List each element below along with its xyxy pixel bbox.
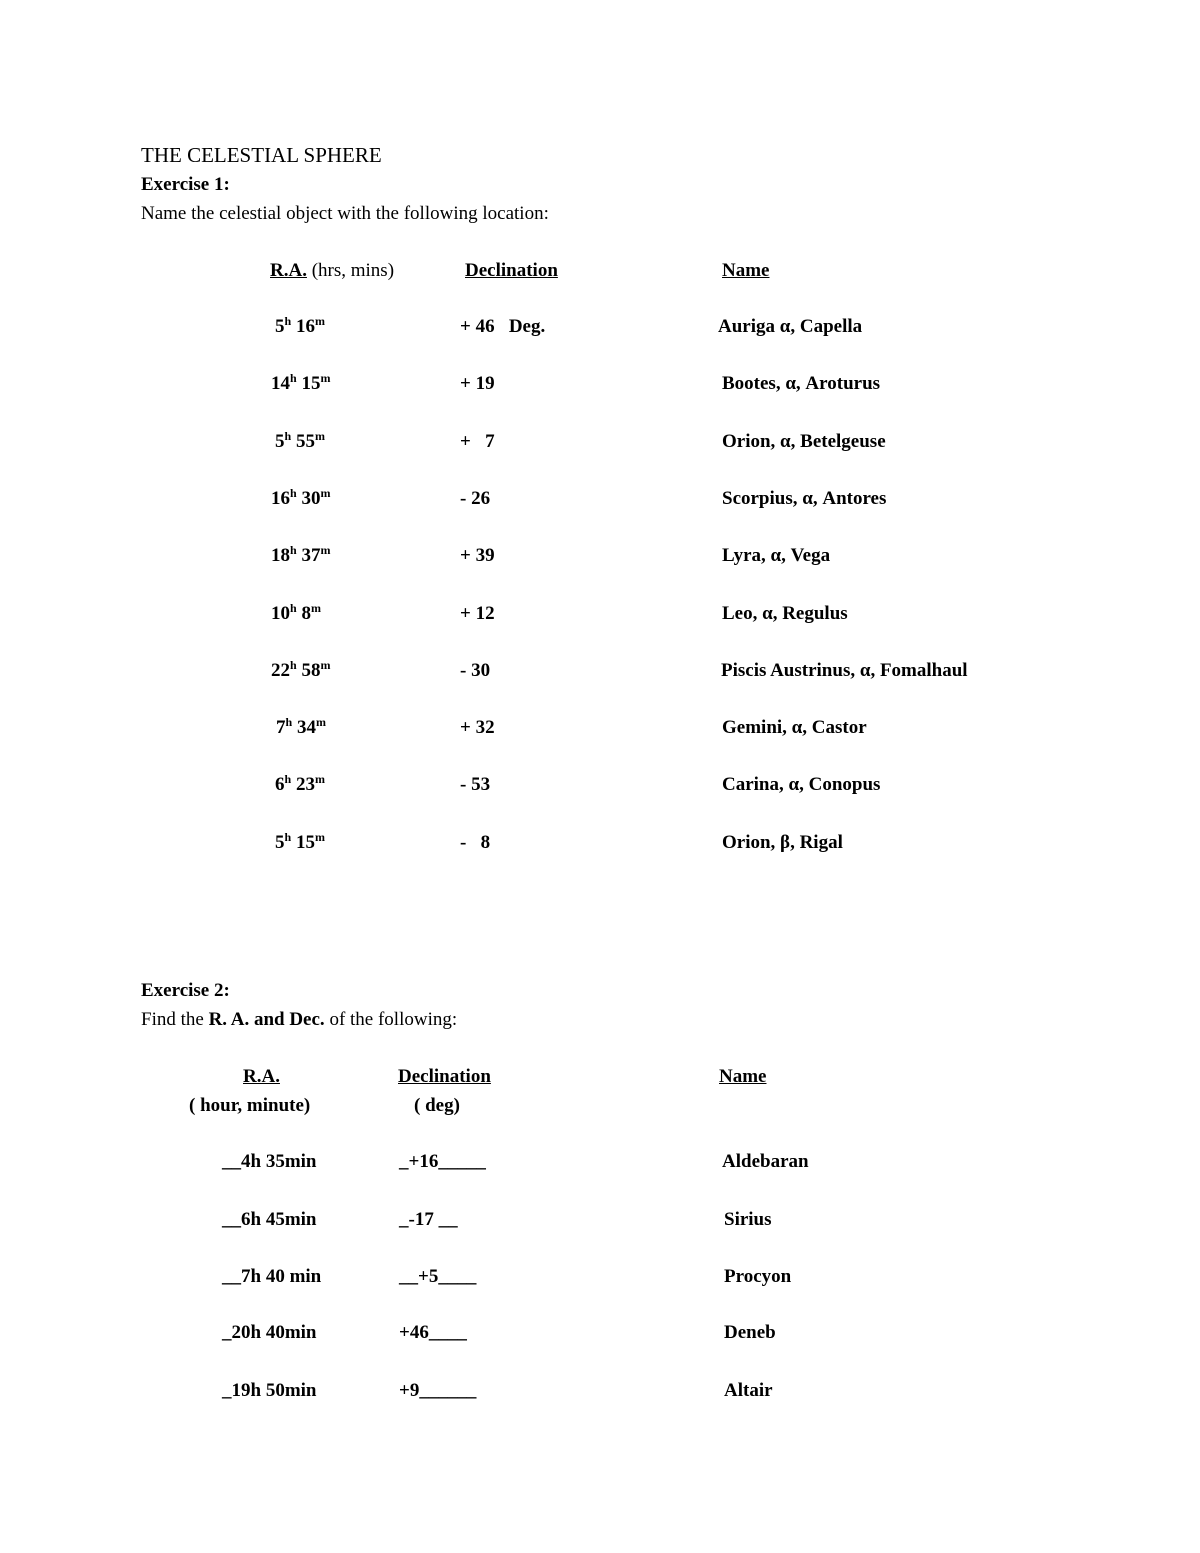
ra-cell bbox=[271, 373, 330, 395]
ra-hours: 5 bbox=[275, 431, 285, 452]
ra-hours: 5 bbox=[275, 832, 285, 853]
star-name-cell: Aldebaran bbox=[722, 1151, 809, 1172]
exercise2-ra-header: R.A. bbox=[243, 1066, 280, 1087]
object-name-cell: Piscis Austrinus, α, Fomalhaul bbox=[721, 660, 968, 681]
object-name-cell: Orion, α, Betelgeuse bbox=[722, 431, 886, 452]
exercise1-dec-header: Declination bbox=[465, 260, 558, 281]
object-name-cell: Leo, α, Regulus bbox=[722, 603, 848, 624]
ra-answer-cell: __6h 45min bbox=[222, 1209, 317, 1230]
object-name-cell: Lyra, α, Vega bbox=[722, 545, 831, 566]
ra-cell bbox=[271, 603, 321, 625]
minutes-superscript: m bbox=[310, 601, 321, 615]
ra-hours: 22 bbox=[271, 660, 290, 681]
declination-cell: - 53 bbox=[460, 774, 491, 795]
star-name-cell: Procyon bbox=[724, 1266, 792, 1287]
object-name-cell: Scorpius, α, Antores bbox=[722, 488, 887, 509]
ra-hours: 14 bbox=[271, 373, 290, 394]
minutes-superscript: m bbox=[320, 543, 331, 557]
exercise2-dec-units: ( deg) bbox=[414, 1095, 460, 1116]
ra-cell bbox=[275, 832, 325, 854]
ra-minutes: 34 bbox=[296, 717, 316, 738]
ra-cell bbox=[275, 316, 325, 338]
ra-header-label: R.A. bbox=[270, 260, 307, 281]
hours-superscript: h bbox=[290, 601, 297, 615]
hours-superscript: h bbox=[284, 772, 292, 786]
ra-hours: 5 bbox=[275, 316, 285, 337]
declination-cell: + 39 bbox=[460, 545, 495, 566]
object-name-cell: Carina, α, Conopus bbox=[722, 774, 881, 795]
dec-answer-cell: _-17 __ bbox=[399, 1209, 458, 1230]
minutes-superscript: m bbox=[320, 658, 331, 672]
declination-cell: + 46 Deg. bbox=[460, 316, 546, 337]
object-name-cell: Orion, β, Rigal bbox=[722, 832, 843, 853]
declination-cell: + 12 bbox=[460, 603, 495, 624]
ra-minutes: 8 bbox=[301, 603, 311, 624]
object-name-cell: Gemini, α, Castor bbox=[722, 717, 867, 738]
minutes-superscript: m bbox=[315, 715, 326, 729]
exercise1-instruction: Name the celestial object with the following location: bbox=[141, 203, 549, 224]
ra-minutes: 23 bbox=[295, 774, 315, 795]
ra-cell bbox=[275, 431, 325, 453]
ra-hours: 6 bbox=[275, 774, 285, 795]
dec-answer-cell: +9______ bbox=[399, 1380, 477, 1401]
exercise1-name-header: Name bbox=[722, 260, 770, 281]
ra-cell bbox=[271, 488, 330, 510]
hours-superscript: h bbox=[290, 658, 297, 672]
ra-minutes: 16 bbox=[295, 316, 315, 337]
hours-superscript: h bbox=[284, 830, 292, 844]
star-name-cell: Deneb bbox=[724, 1322, 776, 1343]
ra-minutes: 37 bbox=[301, 545, 321, 566]
minutes-superscript: m bbox=[314, 429, 325, 443]
ra-answer-cell: _19h 50min bbox=[222, 1380, 317, 1401]
ra-minutes: 58 bbox=[301, 660, 321, 681]
declination-cell: - 30 bbox=[460, 660, 491, 681]
ra-cell bbox=[275, 774, 325, 796]
hours-superscript: h bbox=[284, 429, 292, 443]
exercise1-ra-header bbox=[270, 260, 394, 282]
declination-cell: + 32 bbox=[460, 717, 495, 738]
object-name-cell: Bootes, α, Aroturus bbox=[722, 373, 881, 394]
declination-cell: - 8 bbox=[460, 832, 491, 853]
declination-cell: + 7 bbox=[460, 431, 495, 452]
exercise2-ra-units: ( hour, minute) bbox=[189, 1095, 311, 1116]
exercise2-instruction bbox=[141, 1009, 457, 1031]
declination-cell: + 19 bbox=[460, 373, 495, 394]
minutes-superscript: m bbox=[320, 371, 331, 385]
minutes-superscript: m bbox=[314, 772, 325, 786]
exercise2-instruction-pre: Find the bbox=[141, 1009, 209, 1030]
exercise2-instruction-post: of the following: bbox=[324, 1009, 458, 1030]
ra-cell bbox=[271, 660, 330, 682]
exercise2-name-header: Name bbox=[719, 1066, 767, 1087]
ra-hours: 7 bbox=[276, 717, 286, 738]
star-name-cell: Altair bbox=[724, 1380, 773, 1401]
exercise2-heading: Exercise 2: bbox=[141, 980, 230, 1001]
dec-answer-cell: _+16_____ bbox=[399, 1151, 486, 1172]
dec-answer-cell: __+5____ bbox=[399, 1266, 477, 1287]
hours-superscript: h bbox=[290, 543, 297, 557]
dec-answer-cell: +46____ bbox=[399, 1322, 467, 1343]
hours-superscript: h bbox=[290, 371, 297, 385]
exercise2-instruction-bold: R. A. and Dec. bbox=[208, 1009, 325, 1030]
ra-minutes: 55 bbox=[295, 431, 315, 452]
exercise1-heading: Exercise 1: bbox=[141, 174, 230, 195]
ra-answer-cell: __4h 35min bbox=[222, 1151, 317, 1172]
hours-superscript: h bbox=[285, 715, 293, 729]
ra-hours: 18 bbox=[271, 545, 290, 566]
ra-minutes: 15 bbox=[295, 832, 315, 853]
hours-superscript: h bbox=[284, 314, 292, 328]
ra-minutes: 15 bbox=[301, 373, 321, 394]
page-title: THE CELESTIAL SPHERE bbox=[141, 143, 382, 167]
ra-hours: 10 bbox=[271, 603, 290, 624]
minutes-superscript: m bbox=[314, 314, 325, 328]
ra-minutes: 30 bbox=[301, 488, 321, 509]
declination-cell: - 26 bbox=[460, 488, 491, 509]
minutes-superscript: m bbox=[320, 486, 331, 500]
ra-cell bbox=[271, 545, 330, 567]
ra-cell bbox=[276, 717, 326, 739]
hours-superscript: h bbox=[290, 486, 297, 500]
ra-hours: 16 bbox=[271, 488, 290, 509]
exercise2-dec-header: Declination bbox=[398, 1066, 491, 1087]
ra-answer-cell: _20h 40min bbox=[222, 1322, 317, 1343]
minutes-superscript: m bbox=[314, 830, 325, 844]
ra-header-units: (hrs, mins) bbox=[311, 260, 395, 281]
star-name-cell: Sirius bbox=[724, 1209, 772, 1230]
ra-answer-cell: __7h 40 min bbox=[222, 1266, 322, 1287]
object-name-cell: Auriga α, Capella bbox=[718, 316, 863, 337]
